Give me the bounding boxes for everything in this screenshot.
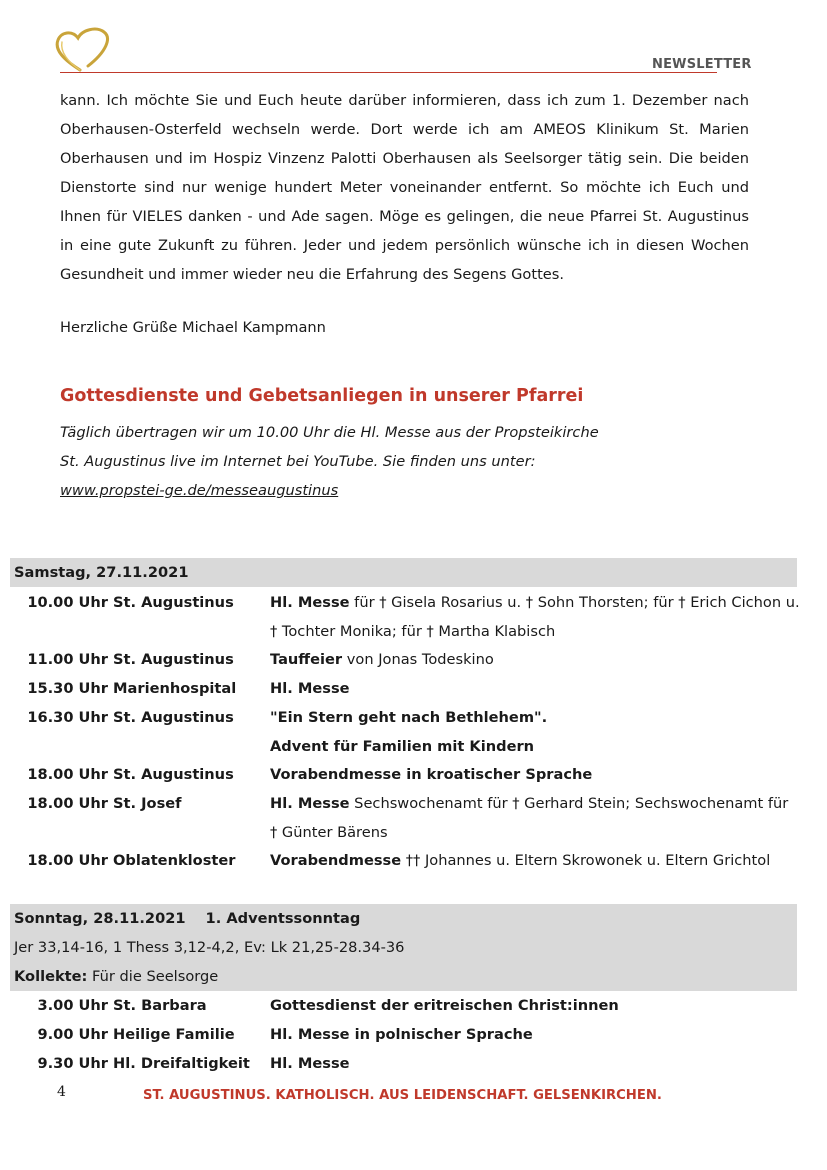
service-description xyxy=(270,991,800,1020)
service-type: Hl. Messe xyxy=(270,680,350,697)
day-title-row xyxy=(10,904,797,933)
service-location: Heilige Familie xyxy=(113,1026,235,1043)
newsletter-label: NEWSLETTER xyxy=(652,57,752,72)
intro-line: Täglich übertragen wir um 10.00 Uhr die Hl. Messe aus der Propsteikirche xyxy=(60,424,599,441)
service-type: Vorabendmesse xyxy=(270,852,402,869)
service-location: Marienhospital xyxy=(113,680,237,697)
service-location: Hl. Dreifaltigkeit xyxy=(113,1055,250,1072)
service-location: St. Augustinus xyxy=(113,594,234,611)
service-time: 10.00 Uhr xyxy=(27,594,108,611)
service-description xyxy=(270,588,800,646)
service-time: 9.00 Uhr xyxy=(37,1026,108,1043)
service-description xyxy=(270,703,570,761)
gold-heart-icon xyxy=(50,26,114,76)
letter-greeting: Herzliche Grüße Michael Kampmann xyxy=(60,319,326,336)
service-details: für † Gisela Rosarius u. † Sohn Thorsten; für † Erich Cichon u. † Tochter Monika; für † Martha Klabisch xyxy=(270,594,800,640)
service-type: Hl. Messe xyxy=(270,1055,350,1072)
service-details: Sechswochenamt für † Gerhard Stein; Sechswochenamt für † Günter Bärens xyxy=(270,795,789,841)
collection-text: Für die Seelsorge xyxy=(87,968,219,985)
service-location: St. Josef xyxy=(113,795,182,812)
service-type: Tauffeier xyxy=(270,651,343,668)
intro-line: St. Augustinus live im Internet bei YouTube. Sie finden uns unter: xyxy=(60,453,536,470)
service-details: †† Johannes u. Eltern Skrowonek u. Eltern Grichtol xyxy=(401,852,771,869)
service-time: 3.00 Uhr xyxy=(37,997,108,1014)
service-time: 11.00 Uhr xyxy=(27,651,108,668)
service-location: Oblatenkloster xyxy=(113,852,236,869)
service-location: St. Augustinus xyxy=(113,651,234,668)
section-title: Gottesdienste und Gebetsanliegen in unserer Pfarrei xyxy=(60,386,584,406)
service-time: 18.00 Uhr xyxy=(27,795,108,812)
day-readings: Jer 33,14-16, 1 Thess 3,12-4,2, Ev: Lk 21,25-28.34-36 xyxy=(14,939,405,956)
service-location: St. Augustinus xyxy=(113,766,234,783)
service-time: 18.00 Uhr xyxy=(27,852,108,869)
service-type: Hl. Messe in polnischer Sprache xyxy=(270,1026,533,1043)
service-description xyxy=(270,1049,800,1078)
service-type: Hl. Messe xyxy=(270,594,350,611)
service-type: Vorabendmesse in kroatischer Sprache xyxy=(270,766,593,783)
day-header-sunday xyxy=(10,904,797,991)
livestream-intro xyxy=(60,418,599,505)
livestream-link[interactable]: www.propstei-ge.de/messeaugustinus xyxy=(60,482,339,499)
service-description xyxy=(270,674,800,703)
service-description xyxy=(270,645,800,674)
service-time: 18.00 Uhr xyxy=(27,766,108,783)
day-collection xyxy=(10,962,797,991)
service-type: Gottesdienst der eritreischen Christ:innen xyxy=(270,997,619,1014)
day-header-saturday xyxy=(10,558,797,587)
service-description xyxy=(270,789,800,847)
service-description xyxy=(270,1020,800,1049)
letter-paragraph: kann. Ich möchte Sie und Euch heute darüber informieren, dass ich zum 1. Dezember nach Oberhausen-Osterfeld wechseln werde. Dort werde ich am AMEOS Klinikum St. Marien Oberhausen und im Hospiz Vinzenz Palotti Oberhausen als Seelsorger tätig sein. Die beiden Dienstorte sind nur wenige hundert Meter voneinander entfernt. So möchte ich Euch und Ihnen für VIELES danken - und Ade sagen. Möge es gelingen, die neue Pfarrei St. Augustinus in eine gute Zukunft zu führen. Jeder und jedem persönlich wünsche ich in diesen Wochen Gesundheit und immer wieder neu die Erfahrung des Segens Gottes. xyxy=(60,92,749,283)
service-time: 16.30 Uhr xyxy=(27,709,108,726)
service-location: St. Barbara xyxy=(113,997,207,1014)
header-divider xyxy=(60,72,717,73)
page-number: 4 xyxy=(57,1084,66,1100)
service-time: 9.30 Uhr xyxy=(37,1055,108,1072)
service-description xyxy=(270,760,800,789)
day-date: Sonntag, 28.11.2021 xyxy=(14,910,186,927)
service-details: von Jonas Todeskino xyxy=(342,651,494,668)
service-type: "Ein Stern geht nach Bethlehem". Advent für Familien mit Kindern xyxy=(270,709,548,755)
service-description xyxy=(270,846,800,875)
service-time: 15.30 Uhr xyxy=(27,680,108,697)
day-feast: 1. Adventssonntag xyxy=(205,910,361,927)
service-location: St. Augustinus xyxy=(113,709,234,726)
collection-label: Kollekte: xyxy=(14,968,88,985)
service-type: Hl. Messe xyxy=(270,795,350,812)
footer-slogan: ST. AUGUSTINUS. KATHOLISCH. AUS LEIDENSCHAFT. GELSENKIRCHEN. xyxy=(143,1088,662,1103)
day-date: Samstag, 27.11.2021 xyxy=(14,564,189,581)
